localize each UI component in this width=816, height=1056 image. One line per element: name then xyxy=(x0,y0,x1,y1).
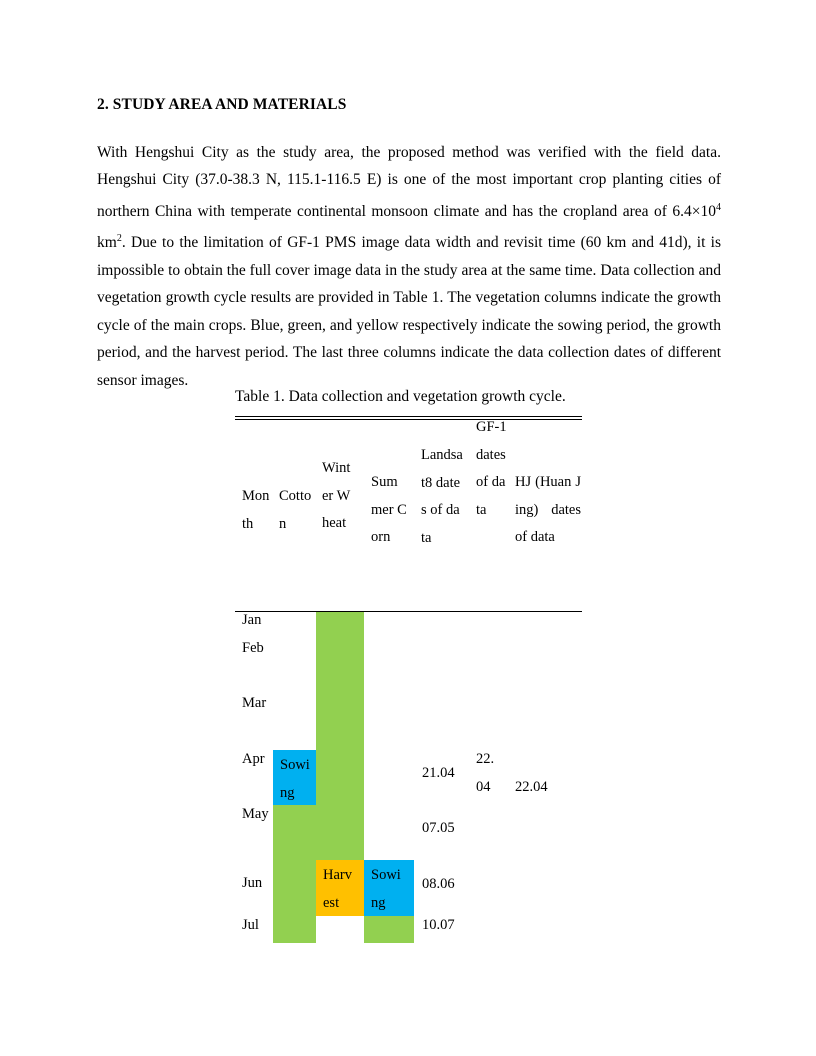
month-jun: Jun xyxy=(242,875,263,891)
month-may: May xyxy=(242,806,269,822)
table-top-rule-2 xyxy=(235,419,582,420)
month-apr: Apr xyxy=(242,751,265,767)
landsat8-jun: 08.06 xyxy=(422,876,455,892)
header-summer-corn: Summer Corn xyxy=(371,474,407,546)
cotton-growth-cell xyxy=(273,805,316,943)
gf1-apr: 22.04 xyxy=(476,751,495,795)
wheat-growth-cell xyxy=(316,612,364,860)
landsat8-jul: 10.07 xyxy=(422,917,455,933)
header-landsat8: Landsat8 dates of data xyxy=(421,447,463,547)
month-jan: Jan xyxy=(242,612,262,628)
landsat8-may: 07.05 xyxy=(422,820,455,836)
body-text-part1: With Hengshui City as the study area, the proposed method was verified with the field data. Hengshui City (37.0-38.3 N, 115.1-116.5 E) is one of the most important crop planting cities of northern China with temperate continental monsoon climate and has the cropland area of 6.4×10 xyxy=(97,144,721,220)
hj-apr: 22.04 xyxy=(515,779,548,795)
header-hj: HJ (Huan Jing) dates of data xyxy=(515,474,581,546)
superscript-2: 2 xyxy=(116,233,122,245)
table-caption: Table 1. Data collection and vegetation growth cycle. xyxy=(235,388,566,405)
cotton-sowing-cell xyxy=(273,750,316,805)
wheat-harvest-cell xyxy=(316,860,364,916)
header-gf1: GF-1 dates of data xyxy=(476,419,507,519)
corn-sowing-cell xyxy=(364,860,414,916)
header-month: Month xyxy=(242,488,270,532)
table-top-rule xyxy=(235,416,582,417)
header-winter-wheat: Winter Wheat xyxy=(322,460,351,532)
corn-sowing-label: Sowing xyxy=(371,867,401,911)
body-text-part3: . Due to the limitation of GF-1 PMS image data width and revisit time (60 km and 41d), it is impossible to obtain the full cover image data in the study area at the same time. Data collection and vegetation growth cycle results are provided in Table 1. The vegetation columns indicate the growth cycle of the main crops. Blue, green, and yellow respectively indicate the sowing period, the growth period, and the harvest period. The last three columns indicate the data collection dates of different sensor images. xyxy=(97,234,721,389)
header-cotton: Cotton xyxy=(279,488,312,532)
table-header-rule xyxy=(235,611,582,612)
corn-growth-cell xyxy=(364,916,414,943)
superscript-4: 4 xyxy=(716,201,721,213)
wheat-harvest-label: Harvest xyxy=(323,867,352,911)
body-text-part2: km xyxy=(97,234,117,252)
landsat8-apr: 21.04 xyxy=(422,765,455,781)
month-jul: Jul xyxy=(242,917,259,933)
month-mar: Mar xyxy=(242,695,267,711)
cotton-sowing-label: Sowing xyxy=(280,757,310,801)
body-paragraph xyxy=(97,139,721,394)
section-heading: 2. STUDY AREA AND MATERIALS xyxy=(97,96,347,113)
month-feb: Feb xyxy=(242,640,264,656)
